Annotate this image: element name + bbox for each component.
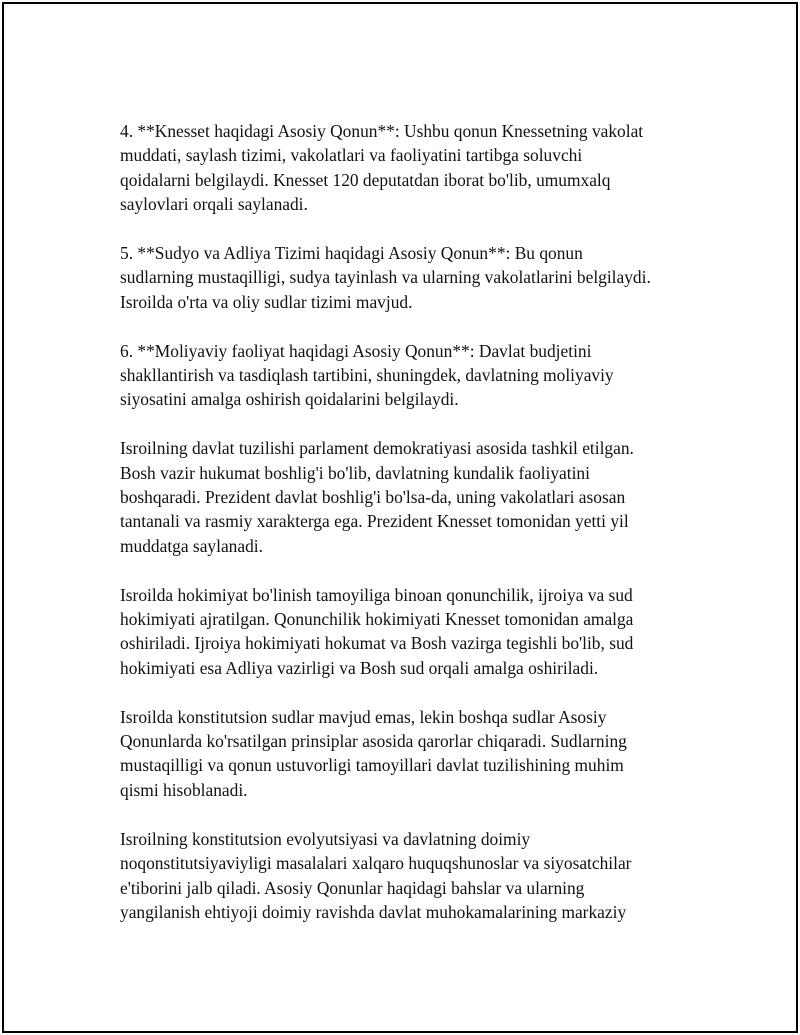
text-line: Isroilda konstitutsion sudlar mavjud emas, lekin boshqa sudlar Asosiy (120, 706, 607, 727)
paragraph-separation-of-powers (120, 583, 692, 681)
text-line: noqonstitutsiyaviyligi masalalari xalqaro huquqshunoslar va siyosatchilar (120, 853, 632, 874)
paragraph-judiciary-law (120, 241, 692, 314)
text-line: Isroilda o'rta va oliy sudlar tizimi mavjud. (120, 291, 413, 312)
text-line: shakllantirish va tasdiqlash tartibini, shuningdek, davlatning moliyaviy (120, 365, 614, 386)
text-line: boshqaradi. Prezident davlat boshlig'i bo'lsa-da, uning vakolatlari asosan (120, 487, 626, 508)
text-line: mustaqilligi va qonun ustuvorligi tamoyillari davlat tuzilishining muhim (120, 755, 624, 776)
text-line: 6. **Moliyaviy faoliyat haqidagi Asosiy Qonun**: Davlat budjetini (120, 340, 592, 361)
text-line: siyosatini amalga oshirish qoidalarini belgilaydi. (120, 389, 459, 410)
text-line: sudlarning mustaqilligi, sudya tayinlash va ularning vakolatlarini belgilaydi. (120, 267, 651, 288)
text-line: 5. **Sudyo va Adliya Tizimi haqidagi Asosiy Qonun**: Bu qonun (120, 243, 583, 264)
text-line: saylovlari orqali saylanadi. (120, 194, 308, 215)
paragraph-constitutional-courts (120, 705, 692, 803)
text-line: qoidalarni belgilaydi. Knesset 120 deputatdan iborat bo'lib, umumxalq (120, 169, 611, 190)
text-line: tantanali va rasmiy xarakterga ega. Prezident Knesset tomonidan yetti yil (120, 511, 629, 532)
paragraph-knesset-law (120, 119, 692, 217)
page-frame (2, 2, 798, 1033)
text-line: Bosh vazir hukumat boshlig'i bo'lib, davlatning kundalik faoliyatini (120, 462, 590, 483)
text-line: hokimiyati esa Adliya vazirligi va Bosh sud orqali amalga oshiriladi. (120, 657, 599, 678)
text-line: hokimiyati ajratilgan. Qonunchilik hokimiyati Knesset tomonidan amalga (120, 609, 634, 630)
text-line: 4. **Knesset haqidagi Asosiy Qonun**: Ushbu qonun Knessetning vakolat (120, 121, 644, 141)
text-line: muddati, saylash tizimi, vakolatlari va faoliyatini tartibga soluvchi (120, 145, 583, 166)
text-line: Isroilning davlat tuzilishi parlament demokratiyasi asosida tashkil etilgan. (120, 438, 634, 459)
text-line: Isroilda hokimiyat bo'linish tamoyiliga binoan qonunchilik, ijroiya va sud (120, 584, 633, 605)
text-line: muddatga saylanadi. (120, 535, 263, 556)
paragraph-state-structure (120, 436, 692, 558)
text-line: Qonunlarda ko'rsatilgan prinsiplar asosida qarorlar chiqaradi. Sudlarning (120, 731, 627, 752)
text-line: oshiriladi. Ijroiya hokimiyati hokumat va Bosh vazirga tegishli bo'lib, sud (120, 633, 634, 654)
text-line: qismi hisoblanadi. (120, 779, 248, 800)
text-line: Isroilning konstitutsion evolyutsiyasi va davlatning doimiy (120, 828, 531, 849)
paragraph-constitutional-evolution (120, 827, 692, 925)
text-line: yangilanish ehtiyoji doimiy ravishda davlat muhokamalarining markaziy (120, 901, 627, 922)
document-body (120, 119, 692, 949)
paragraph-finance-law (120, 339, 692, 412)
text-line: e'tiborini jalb qiladi. Asosiy Qonunlar haqidagi bahslar va ularning (120, 877, 585, 898)
